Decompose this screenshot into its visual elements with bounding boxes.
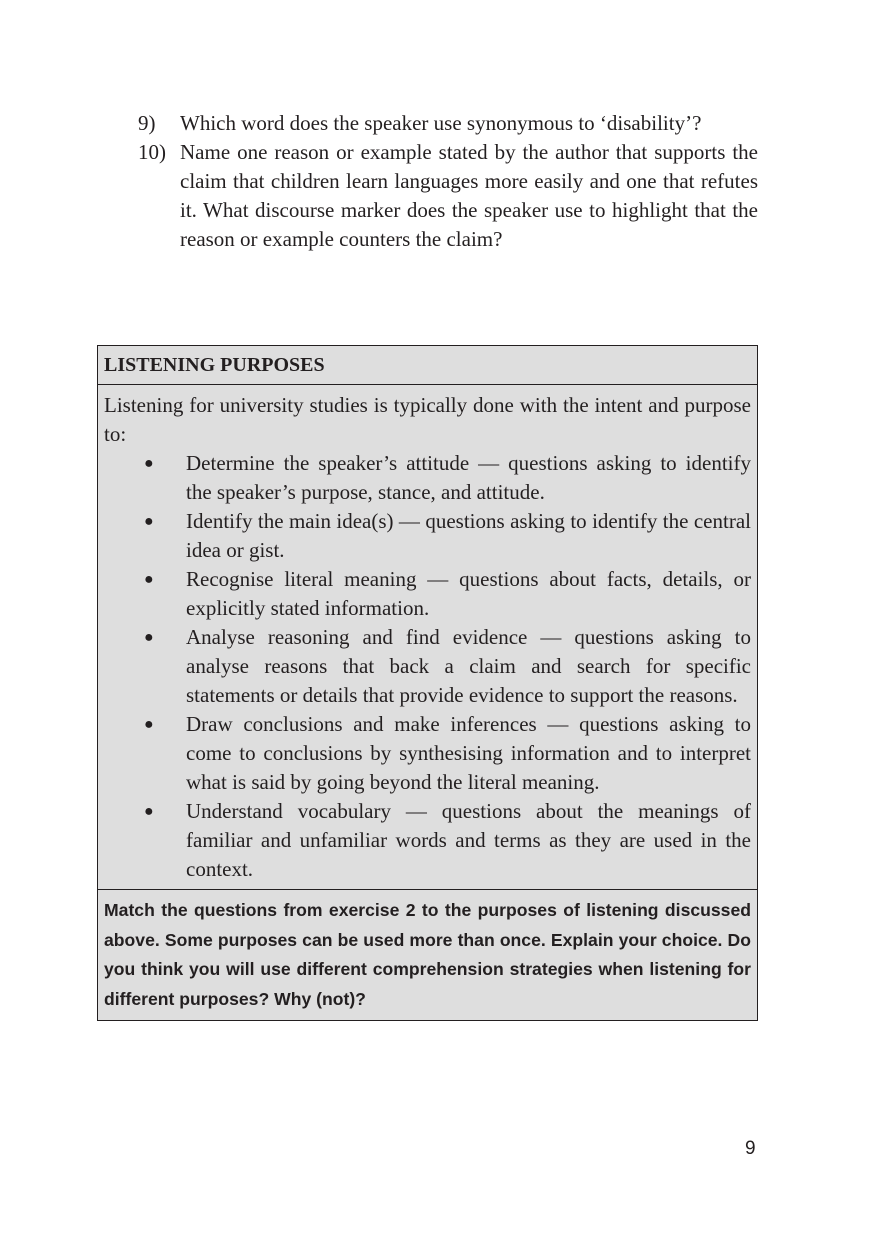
listening-purposes-box bbox=[97, 345, 758, 1021]
list-item-text: Draw conclusions and make inferences — questions asking to come to conclusions by synthesising information and to interpret what is said by going beyond the literal meaning. bbox=[186, 712, 751, 794]
list-item bbox=[104, 507, 751, 565]
bullet-icon: ● bbox=[144, 513, 154, 530]
bullet-icon: ● bbox=[144, 716, 154, 733]
purpose-list bbox=[104, 449, 751, 884]
box-intro: Listening for university studies is typically done with the intent and purpose to: bbox=[104, 393, 751, 446]
question-number: 10) bbox=[138, 140, 166, 164]
question-item bbox=[138, 109, 758, 138]
question-number: 9) bbox=[138, 111, 156, 135]
task-instructions: Match the questions from exercise 2 to the purposes of listening discussed above. Some purposes can be used more than once. Explain your choice. Do you think you will use different comprehension strategies when listening for different purposes? Why (not)? bbox=[104, 900, 751, 1009]
list-item bbox=[104, 710, 751, 797]
list-item-text: Analyse reasoning and find evidence — questions asking to analyse reasons that back a claim and search for specific statements or details that provide evidence to support the reasons. bbox=[186, 625, 751, 707]
list-item bbox=[104, 565, 751, 623]
list-item-text: Identify the main idea(s) — questions asking to identify the central idea or gist. bbox=[186, 509, 751, 562]
bullet-icon: ● bbox=[144, 629, 154, 646]
question-list bbox=[138, 109, 758, 254]
page-number: 9 bbox=[745, 1138, 756, 1159]
list-item-text: Recognise literal meaning — questions about facts, details, or explicitly stated information. bbox=[186, 567, 751, 620]
list-item bbox=[104, 797, 751, 884]
bullet-icon: ● bbox=[144, 571, 154, 588]
list-item bbox=[104, 623, 751, 710]
bullet-icon: ● bbox=[144, 455, 154, 472]
list-item bbox=[104, 449, 751, 507]
box-body bbox=[98, 385, 757, 890]
question-text: Which word does the speaker use synonymous to ‘disability’? bbox=[180, 111, 702, 135]
list-item-text: Determine the speaker’s attitude — questions asking to identify the speaker’s purpose, stance, and attitude. bbox=[186, 451, 751, 504]
bullet-icon: ● bbox=[144, 803, 154, 820]
box-title: LISTENING PURPOSES bbox=[98, 346, 757, 385]
list-item-text: Understand vocabulary — questions about the meanings of familiar and unfamiliar words and terms as they are used in the context. bbox=[186, 799, 751, 881]
question-item bbox=[138, 138, 758, 254]
question-text: Name one reason or example stated by the author that supports the claim that children learn languages more easily and one that refutes it. What discourse marker does the speaker use to highlight that the reason or example counters the claim? bbox=[180, 140, 758, 251]
